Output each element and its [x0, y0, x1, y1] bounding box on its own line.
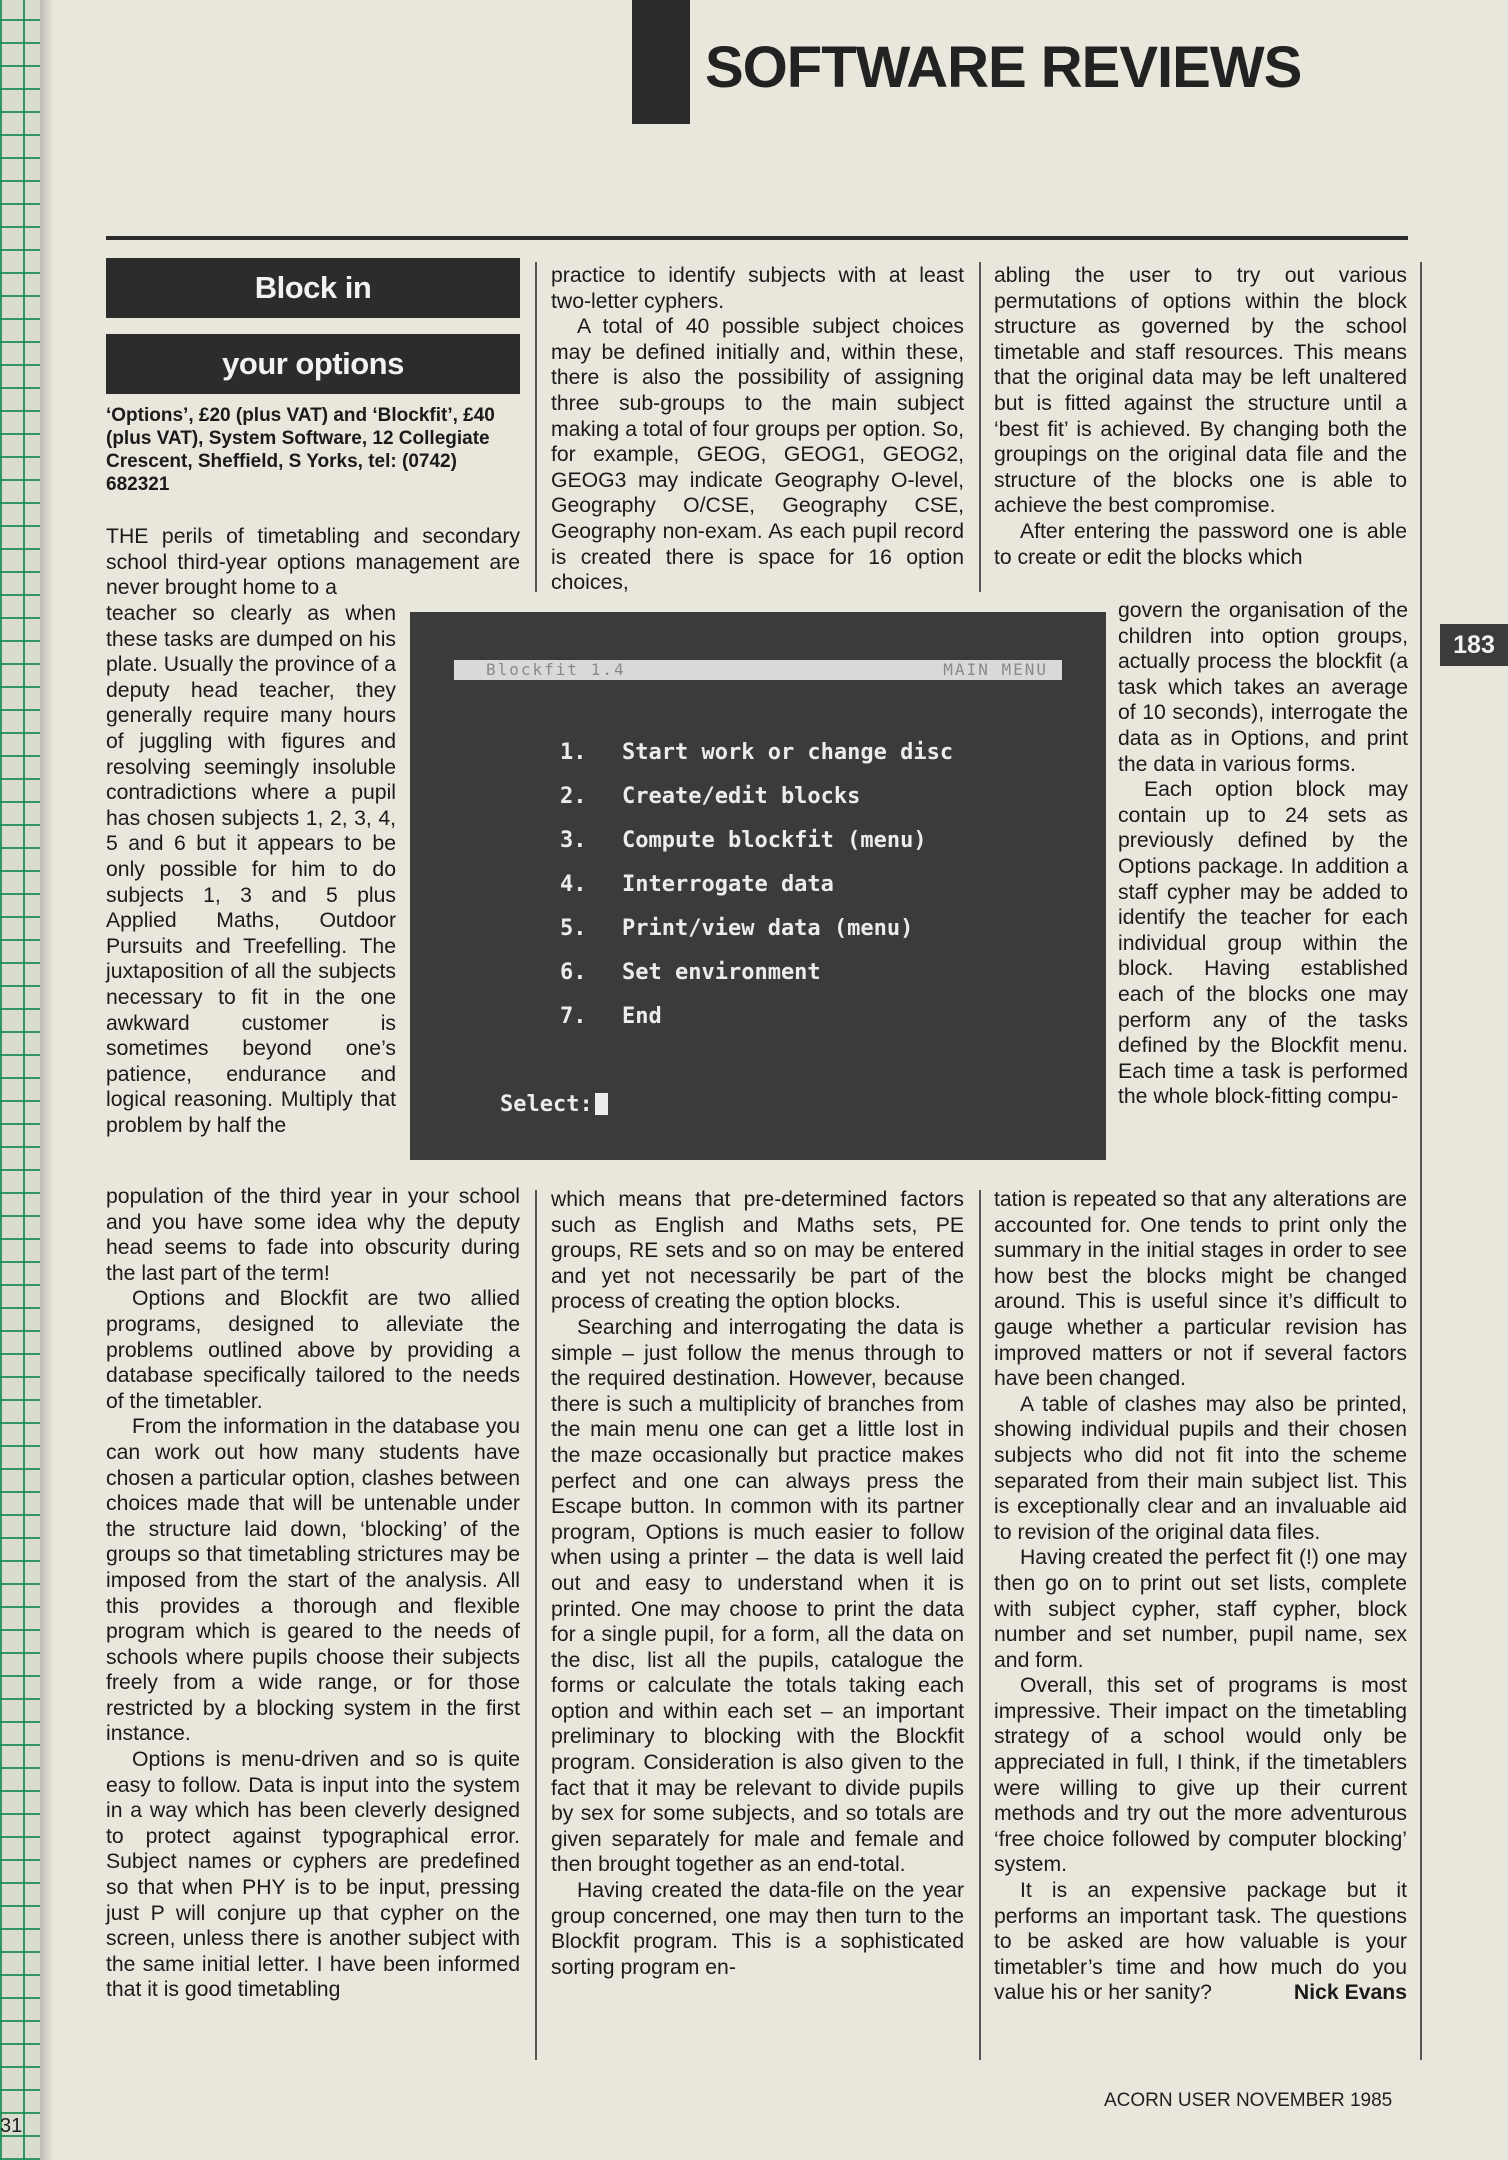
program-version: Blockfit 1.4 [486, 660, 626, 679]
column-2-top [551, 263, 964, 596]
author-signature: Nick Evans [1293, 1981, 1407, 2005]
column-rule [535, 262, 537, 592]
menu-title: MAIN MENU [943, 660, 1048, 679]
body-paragraph: A total of 40 possible subject choices may be defined initially and, within these, there is also the possibility of assigning three sub-groups to the main subject making a total of four groups per option. So, for example, GEOG, GEOG1, GEOG2, GEOG3 may indicate Geography O-level, Geography O/CSE, Geography CSE, Geography non-exam. As each pupil record is created there is space for 16 option choices, [551, 315, 964, 595]
header-block [632, 0, 690, 124]
body-paragraph: Overall, this set of programs is most impressive. Their impact on the timetabling strategy of a school would only be appreciated in full, I think, if the timetablers were willing to give up their current methods and try out the more adventurous ‘free choice followed by computer blocking’ system. [994, 1674, 1407, 1877]
column-rule [979, 1190, 981, 2060]
intro-paragraph: THE perils of timetabling and secondary school third-year options management are never brought home to a [106, 525, 520, 600]
column-1-bottom [106, 1184, 520, 2003]
headline-line-2: your options [106, 334, 520, 394]
section-title: SOFTWARE REVIEWS [705, 35, 1302, 100]
headline-line-1: Block in [106, 258, 520, 318]
menu-item-interrogate-data: 4. Interrogate data [560, 872, 834, 897]
menu-item-compute-blockfit: 3. Compute blockfit (menu) [560, 828, 927, 853]
column-rule [1420, 262, 1422, 2060]
body-paragraph: Searching and interrogating the data is simple – just follow the menus through to the required destination. However, because there is such a multiplicity of branches from the main menu one can get a little lost in the maze occasionally but practice makes perfect and one can always press the Escape button. In common with its partner program, Options is much easier to follow when using a printer – the data is well laid out and easy to understand when it is printed. One may choose to print the data for a single pupil, for a form, all the data on the disc, list all the pupils, catalogue the forms or calculate the totals taking each option and within each set – an important preliminary to blocking with the Blockfit program. Consideration is also given to the fact that it may be relevant to divide pupils by sex for some subjects, and so totals are given separately for male and female and then brought together as an end-total. [551, 1315, 964, 1877]
column-1-top [106, 258, 520, 601]
column-3-bottom [994, 1187, 1407, 2006]
body-paragraph: which means that pre-determined factors such as English and Maths sets, PE groups, RE sets and so on may be entered and yet not necessarily be part of the process of creating the option blocks. [551, 1188, 964, 1314]
body-paragraph: Options and Blockfit are two allied programs, designed to alleviate the problems outlined above by providing a database specifically tailored to the needs of the timetabler. [106, 1287, 520, 1413]
menu-item-create-blocks: 2. Create/edit blocks [560, 784, 861, 809]
body-paragraph: govern the organisation of the children into option groups, actually process the blockfit (a task which takes an average of 10 seconds), interrogate the data as in Options, and print the data in various forms. [1118, 599, 1408, 776]
body-paragraph: Options is menu-driven and so is quite easy to follow. Data is input into the system in a way which has been cleverly designed to protect against typographical error. Subject names or cyphers are predefined so that when PHY is to be input, pressing just P will conjure up that cypher on the screen, unless there is another subject with the same initial letter. I have been informed that it is good timetabling [106, 1748, 520, 2002]
column-2-bottom [551, 1187, 964, 1980]
menu-item-set-environment: 6. Set environment [560, 960, 821, 985]
product-byline: ‘Options’, £20 (plus VAT) and ‘Blockfit’, £40 (plus VAT), System Software, 12 Collegiate Crescent, Sheffield, S Yorks, tel: (0742) 682321 [106, 405, 495, 495]
body-paragraph: population of the third year in your school and you have some idea why the deputy head seems to fade into obscurity during the last part of the term! [106, 1185, 520, 1285]
menu-item-end: 7. End [560, 1004, 662, 1029]
menu-item-print-view-data: 5. Print/view data (menu) [560, 916, 914, 941]
program-screenshot [410, 612, 1106, 1160]
body-paragraph: practice to identify subjects with at least two-letter cyphers. [551, 264, 964, 313]
body-paragraph: abling the user to try out various permutations of options within the block structure as governed by the school timetable and staff resources. This means that the original data may be left unaltered but is fitted against the structure until a ‘best fit’ is achieved. By changing both the groupings on the original data file and the structure of the blocks one is able to achieve the best compromise. [994, 264, 1407, 518]
cursor-block [595, 1093, 608, 1115]
header-rule [106, 236, 1408, 240]
column-rule [535, 1190, 537, 2060]
body-paragraph: From the information in the database you can work out how many students have chosen a particular option, clashes between choices made that will be untenable under the structure laid down, ‘blocking’ of the groups so that timetabling strictures may be imposed from the start of the analysis. All this provides a thorough and flexible program which is geared to the needs of schools where pupils choose their subjects freely from a wide range, or for those restricted by a blocking system in the first instance. [106, 1415, 520, 1746]
column-1-wrap [106, 601, 396, 1138]
body-paragraph [994, 1878, 1407, 2006]
page-footer: ACORN USER NOVEMBER 1985 [1104, 2090, 1393, 2111]
select-prompt: Select: [500, 1092, 608, 1117]
body-paragraph: After entering the password one is able to create or edit the blocks which [994, 519, 1407, 569]
body-paragraph: Having created the data-file on the year group concerned, one may then turn to the Blockfit program. This is a sophisticated sorting program en- [551, 1879, 964, 1979]
body-paragraph: Having created the perfect fit (!) one may then go on to print out set lists, complete with subject cypher, staff cypher, block number and set number, pupil name, sex and form. [994, 1546, 1407, 1672]
previous-page-number: 31 [0, 2115, 23, 2137]
page-number-tab: 183 [1440, 624, 1508, 666]
body-paragraph: Each option block may contain up to 24 sets as previously defined by the Options package. In addition a staff cypher may be added to identify the teacher for each individual group within the block. Having established each of the blocks one may perform any of the tasks defined by the Blockfit menu. Each time a task is performed the whole block-fitting compu- [1118, 778, 1408, 1109]
body-paragraph: tation is repeated so that any alterations are accounted for. One tends to print only the summary in the initial stages in order to see how best the blocks might be changed around. This is useful since it’s difficult to gauge whether a particular revision has improved matters or not if several factors have been changed. [994, 1188, 1407, 1391]
menu-item-start-work: 1. Start work or change disc [560, 740, 954, 765]
screen-title-bar [454, 660, 1062, 680]
grid-binder-edge [0, 0, 40, 2160]
column-rule [979, 262, 981, 592]
column-3-wrap [1118, 598, 1408, 1110]
body-paragraph: teacher so clearly as when these tasks are dumped on his plate. Usually the province of a deputy head teacher, they generally require many hours of juggling with figures and resolving seemingly insoluble contradictions where a pupil has chosen subjects 1, 2, 3, 4, 5 and 6 but it appears to be only possible for him to do subjects 1, 3 and 5 plus Applied Maths, Outdoor Pursuits and Treefelling. The juxtaposition of all the subjects necessary to fit in the one awkward customer is sometimes beyond one’s patience, endurance and logical reasoning. Multiply that problem by half the [106, 602, 396, 1137]
body-paragraph: A table of clashes may also be printed, showing individual pupils and their chosen subjects who did not fit into the scheme separated from their main subject list. This is exceptionally clear and an invaluable aid to revision of the original data files. [994, 1392, 1407, 1544]
column-3-top [994, 263, 1407, 570]
closing-sentence: It is an expensive package but it performs an important task. The questions to be asked are how valuable is your timetabler’s time and how much do you value his or her sanity? [994, 1879, 1407, 2005]
page-gutter-shadow [40, 0, 54, 2160]
